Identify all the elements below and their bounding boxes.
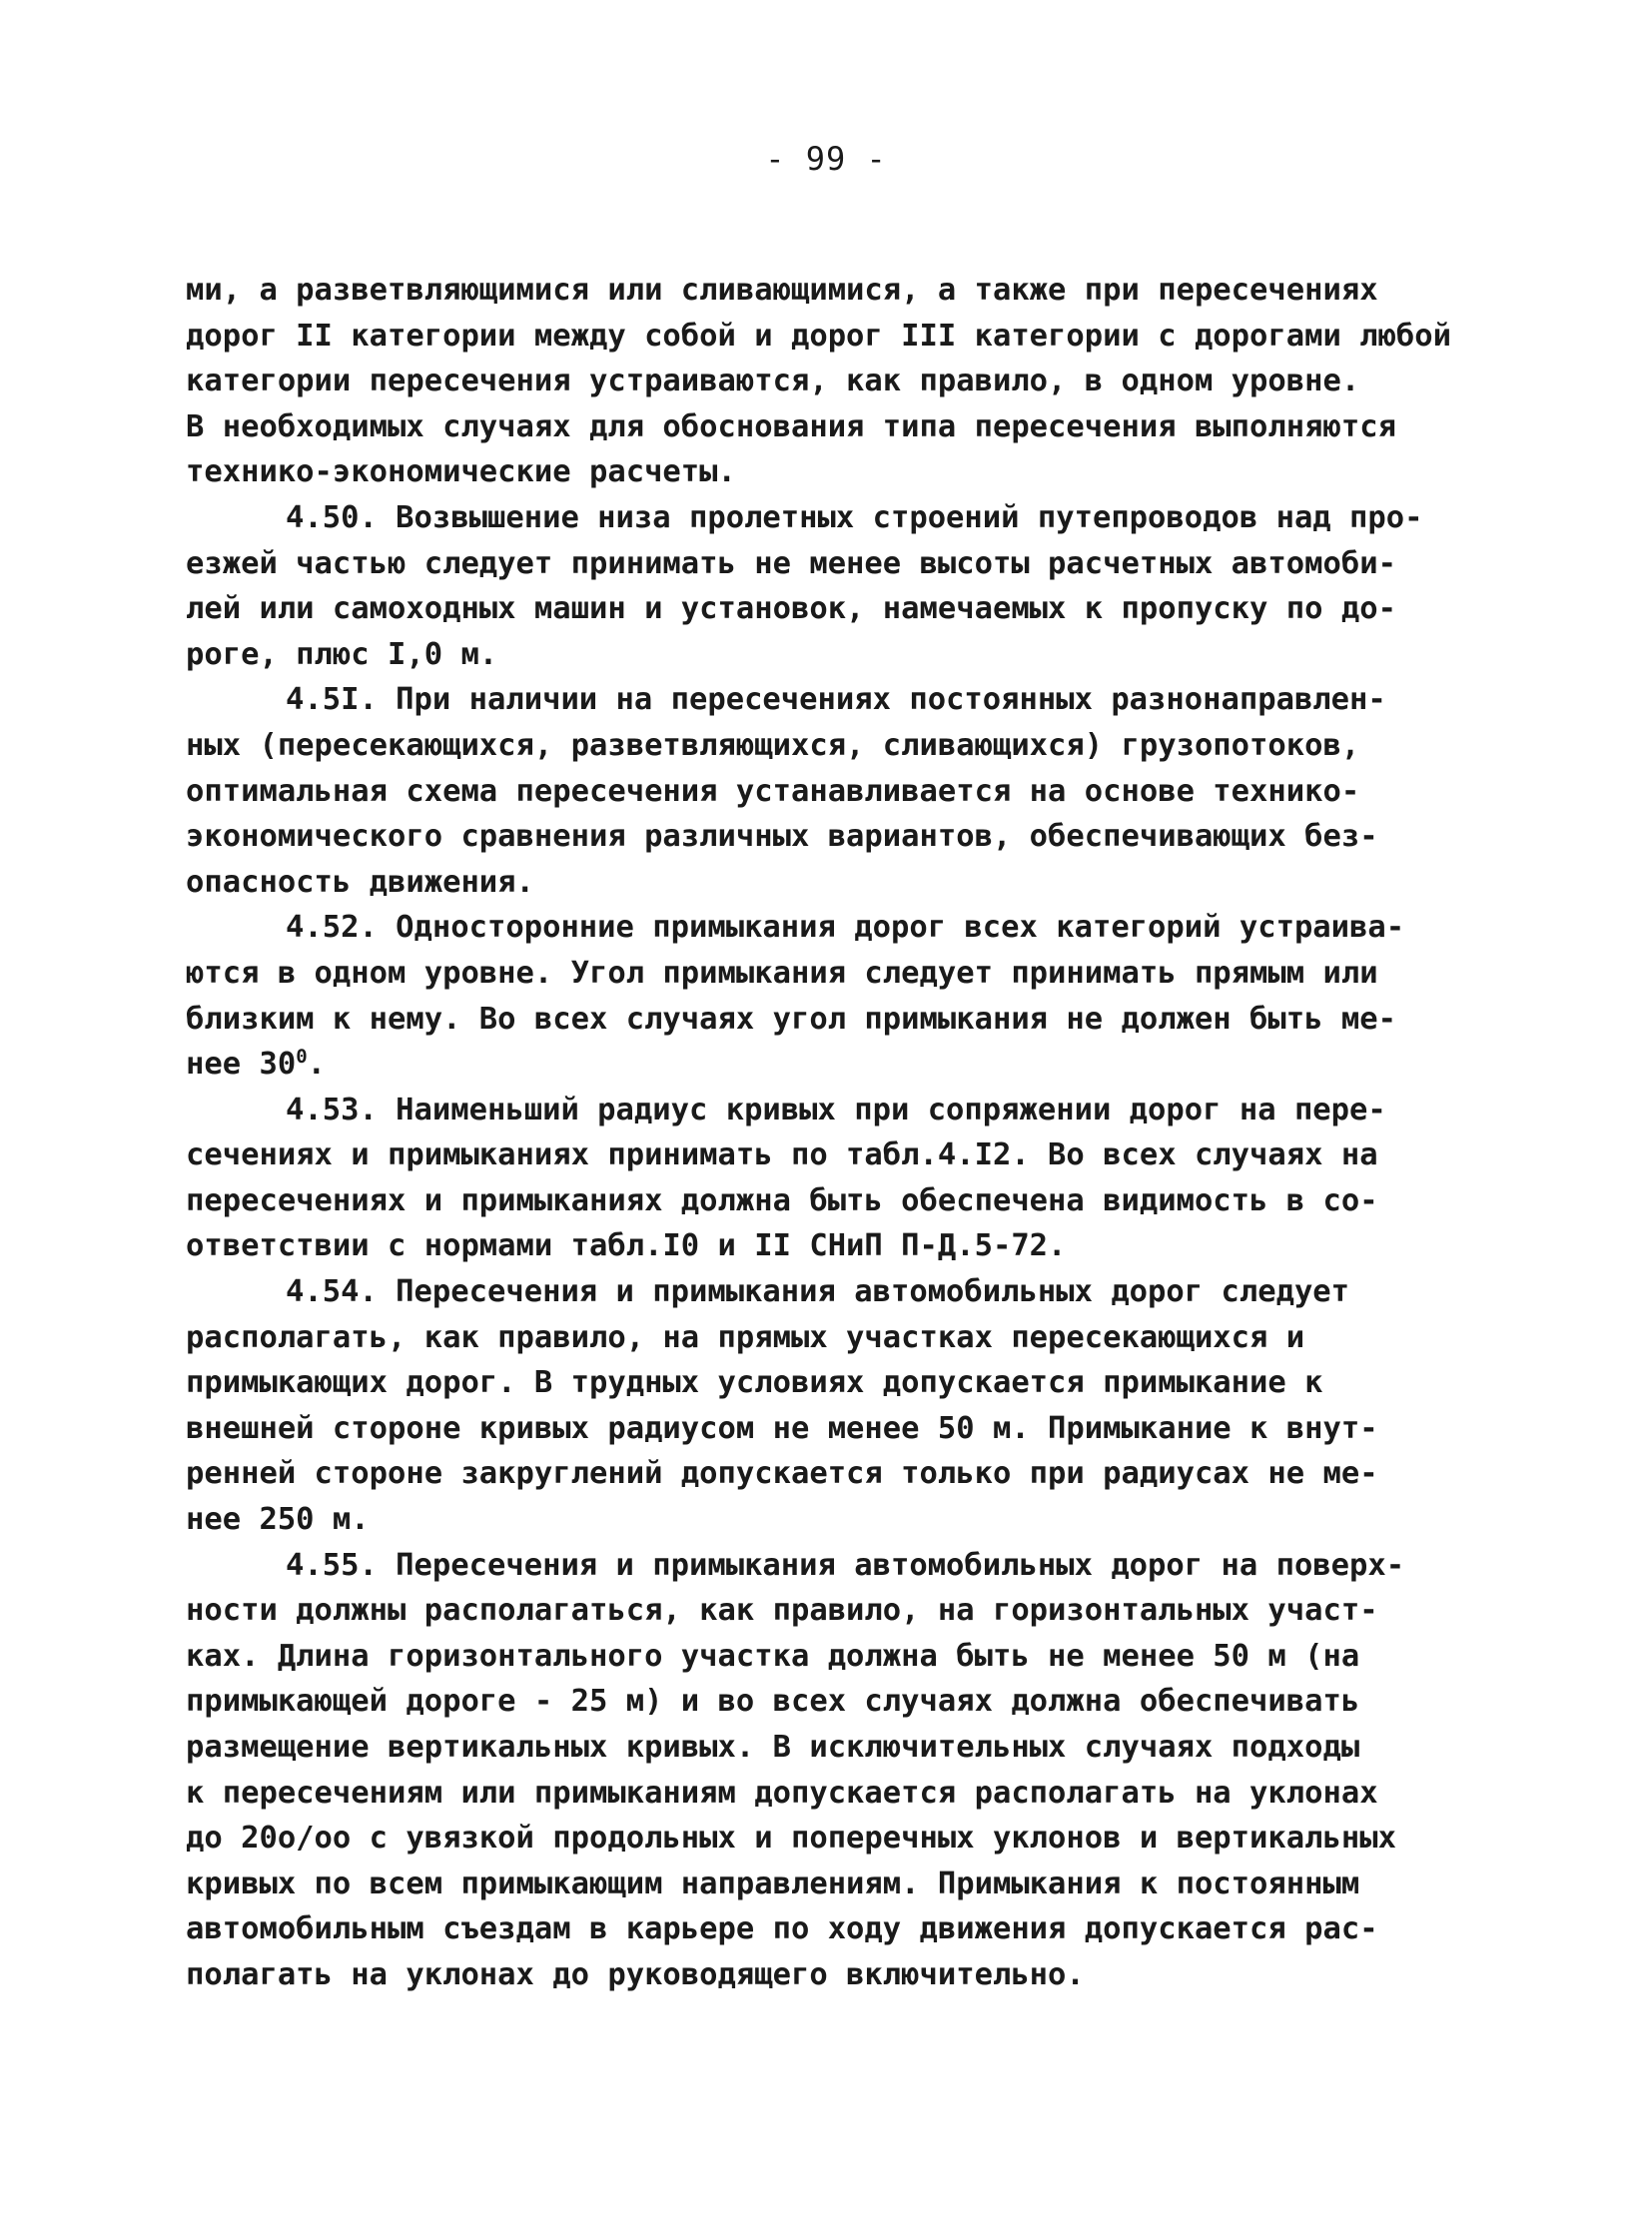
text-line: примыкающей дороге - 25 м) и во всех случаях должна обеспечивать [186, 1684, 1360, 1720]
text-line: ответствии с нормами табл.I0 и II СНиП П-Д.5-72. [186, 1228, 1067, 1264]
paragraph-4-50 [186, 495, 1474, 677]
paragraph-4-52 [186, 905, 1474, 1087]
text-line: категории пересечения устраиваются, как правило, в одном уровне. [186, 364, 1360, 399]
text-line [186, 1042, 1474, 1088]
text-line: ми, а разветвляющимися или сливающимися, а также при пересечениях [186, 273, 1378, 308]
text-fragment: нее 30 [186, 1047, 297, 1083]
paragraph-4-55 [186, 1543, 1474, 1998]
text-line: полагать на уклонах до руководящего включительно. [186, 1956, 1085, 1992]
text-line: примыкающих дорог. В трудных условиях допускается примыкание к [186, 1365, 1323, 1401]
text-line: располагать, как правило, на прямых участках пересекающихся и [186, 1319, 1305, 1355]
paragraph-4-53 [186, 1088, 1474, 1269]
text-line: лей или самоходных машин и установок, намечаемых к пропуску по до- [186, 591, 1396, 627]
text-line: экономического сравнения различных вариантов, обеспечивающих без- [186, 819, 1378, 855]
text-line: 4.5I. При наличии на пересечениях постоянных разнонаправлен- [286, 682, 1386, 718]
text-line: езжей частью следует принимать не менее высоты расчетных автомоби- [186, 545, 1396, 581]
paragraph-4-54 [186, 1269, 1474, 1543]
text-line: оптимальная схема пересечения устанавливается на основе технико- [186, 773, 1360, 809]
text-line: ных (пересекающихся, разветвляющихся, сливающихся) грузопотоков, [186, 727, 1360, 763]
text-line: нее 250 м. [186, 1502, 370, 1538]
text-line: кривых по всем примыкающим направлениям. Примыкания к постоянным [186, 1866, 1360, 1901]
text-line: 4.52. Односторонние примыкания дорог всех категорий устраива- [286, 910, 1405, 946]
text-line: 4.55. Пересечения и примыкания автомобильных дорог на поверх- [286, 1547, 1405, 1583]
degree-superscript: 0 [296, 1045, 308, 1068]
text-line: 4.53. Наименьший радиус кривых при сопряжении дорог на пере- [286, 1092, 1386, 1127]
paragraph-4-51 [186, 677, 1474, 905]
text-line: 4.54. Пересечения и примыкания автомобильных дорог следует [286, 1274, 1350, 1310]
text-line: ренней стороне закруглений допускается только при радиусах не ме- [186, 1456, 1378, 1492]
text-line: размещение вертикальных кривых. В исключительных случаях подходы [186, 1730, 1360, 1765]
text-line: опасность движения. [186, 864, 534, 900]
text-line: внешней стороне кривых радиусом не менее 50 м. Примыкание к внут- [186, 1410, 1378, 1446]
text-line: В необходимых случаях для обоснования типа пересечения выполняются [186, 408, 1396, 444]
text-line: роге, плюс I,0 м. [186, 636, 498, 672]
text-line: ются в одном уровне. Угол примыкания следует принимать прямым или [186, 955, 1378, 991]
paragraph-continuation [186, 268, 1474, 495]
text-line: пересечениях и примыканиях должна быть обеспечена видимость в со- [186, 1182, 1378, 1218]
text-fragment: . [307, 1047, 327, 1083]
text-line: сечениях и примыканиях принимать по табл.4.I2. Во всех случаях на [186, 1137, 1378, 1173]
text-line: близким к нему. Во всех случаях угол примыкания не должен быть ме- [186, 1001, 1396, 1037]
text-line: до 20о/оо с увязкой продольных и поперечных уклонов и вертикальных [186, 1821, 1396, 1857]
text-line: дорог II категории между собой и дорог III категории с дорогами любой [186, 318, 1452, 354]
text-line: к пересечениям или примыканиям допускается располагать на уклонах [186, 1775, 1378, 1811]
text-line: ках. Длина горизонтального участка должна быть не менее 50 м (на [186, 1638, 1360, 1674]
text-line: 4.50. Возвышение низа пролетных строений путепроводов над про- [286, 499, 1423, 535]
document-body [186, 268, 1474, 1998]
text-line: ности должны располагаться, как правило, на горизонтальных участ- [186, 1593, 1378, 1629]
text-line: автомобильным съездам в карьере по ходу движения допускается рас- [186, 1911, 1378, 1947]
text-line: технико-экономические расчеты. [186, 454, 736, 490]
page-number: - 99 - [765, 140, 887, 178]
